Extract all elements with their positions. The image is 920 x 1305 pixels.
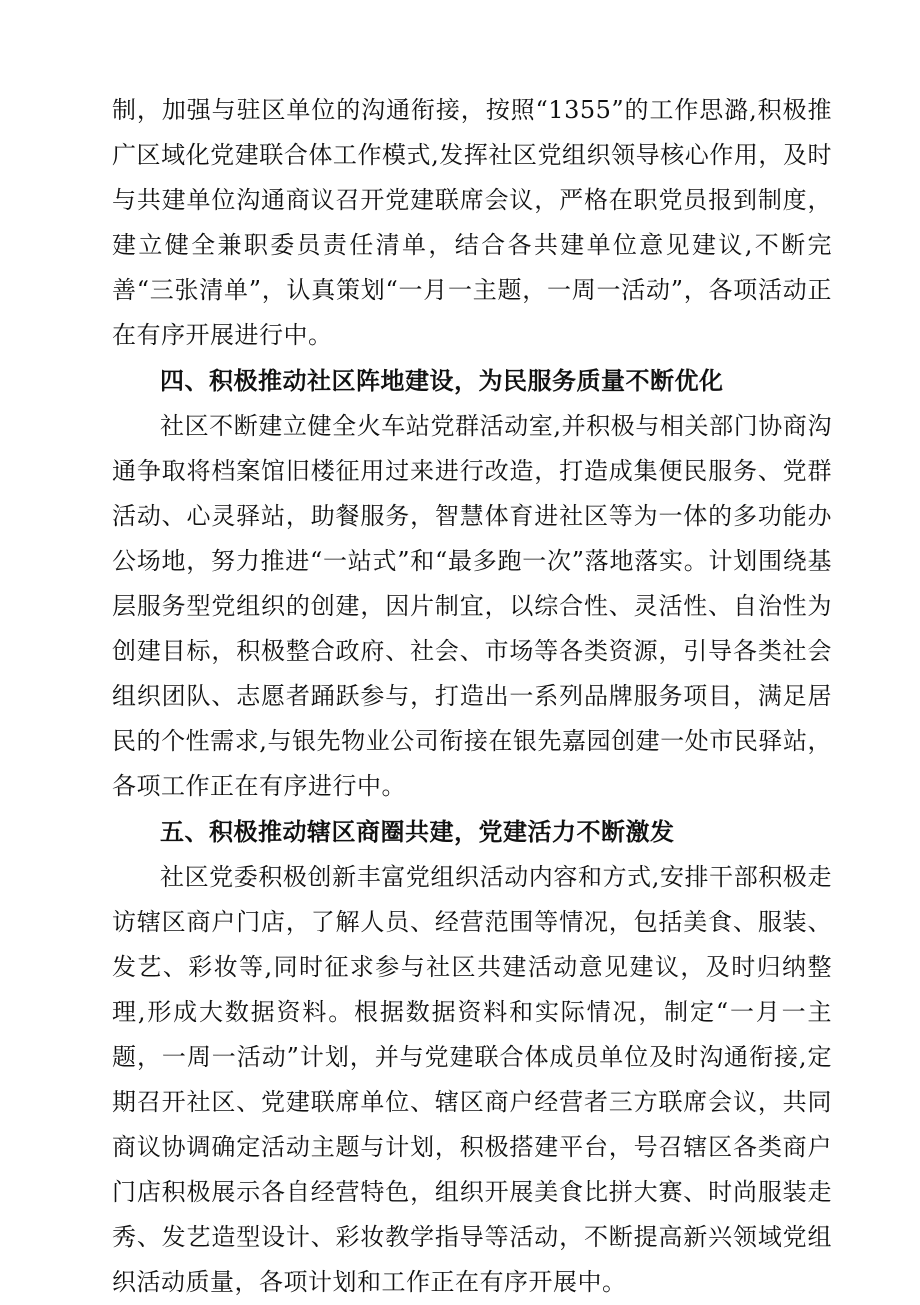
paragraph-business-district: 社区党委积极创新丰富党组织活动内容和方式,安排干部积极走访辖区商户门店，了解人员、经营范围等情况，包括美食、服装、发艺、彩妆等,同时征求参与社区共建活动意见建议，及时归纳整理,形成大数据资料。根据数据资料和实际情况，制定“一月一主题，一周一活动”计划，并与党建联合体成员单位及时沟通衔接,定期召开社区、党建联席单位、辖区商户经营者三方联席会议，共同商议协调确定活动主题与计划，积极搭建平台，号召辖区各类商户门店积极展示各自经营特色，组织开展美食比拼大赛、时尚服装走秀、发艺造型设计、彩妆教学指导等活动，不断提高新兴领域党组织活动质量，各项计划和工作正在有序开展中。 (112, 863, 832, 1296)
paragraph-continued: 制，加强与驻区单位的沟通衔接，按照“1355”的工作思潞,积极推广区域化党建联合体工作模式,发挥社区党组织领导核心作用，及时与共建单位沟通商议召开党建联席会议，严格在职党员报到制度，建立健全兼职委员责任清单，结合各共建单位意见建议,不断完善“三张清单”，认真策划“一月一主题，一周一活动”，各项活动正在有序开展进行中。 (112, 96, 832, 349)
document-page (112, 88, 832, 1305)
section-heading-four: 四、积极推动社区阵地建设，为民服务质量不断优化 (160, 367, 724, 395)
paragraph-community-facilities: 社区不断建立健全火车站党群活动室,并积极与相关部门协商沟通争取将档案馆旧楼征用过来进行改造，打造成集便民服务、党群活动、心灵驿站，助餐服务，智慧体育进社区等为一体的多功能办公场地，努力推进“一站式”和“最多跑一次”落地落实。计划围绕基层服务型党组织的创建，因片制宜，以综合性、灵活性、自治性为创建目标，积极整合政府、社会、市场等各类资源，引导各类社会组织团队、志愿者踊跃参与，打造出一系列品牌服务项目，满足居民的个性需求,与银先物业公司衔接在银先嘉园创建一处市民驿站，各项工作正在有序进行中。 (112, 412, 832, 800)
section-heading-five: 五、积极推动辖区商圈共建，党建活力不断激发 (160, 818, 675, 846)
